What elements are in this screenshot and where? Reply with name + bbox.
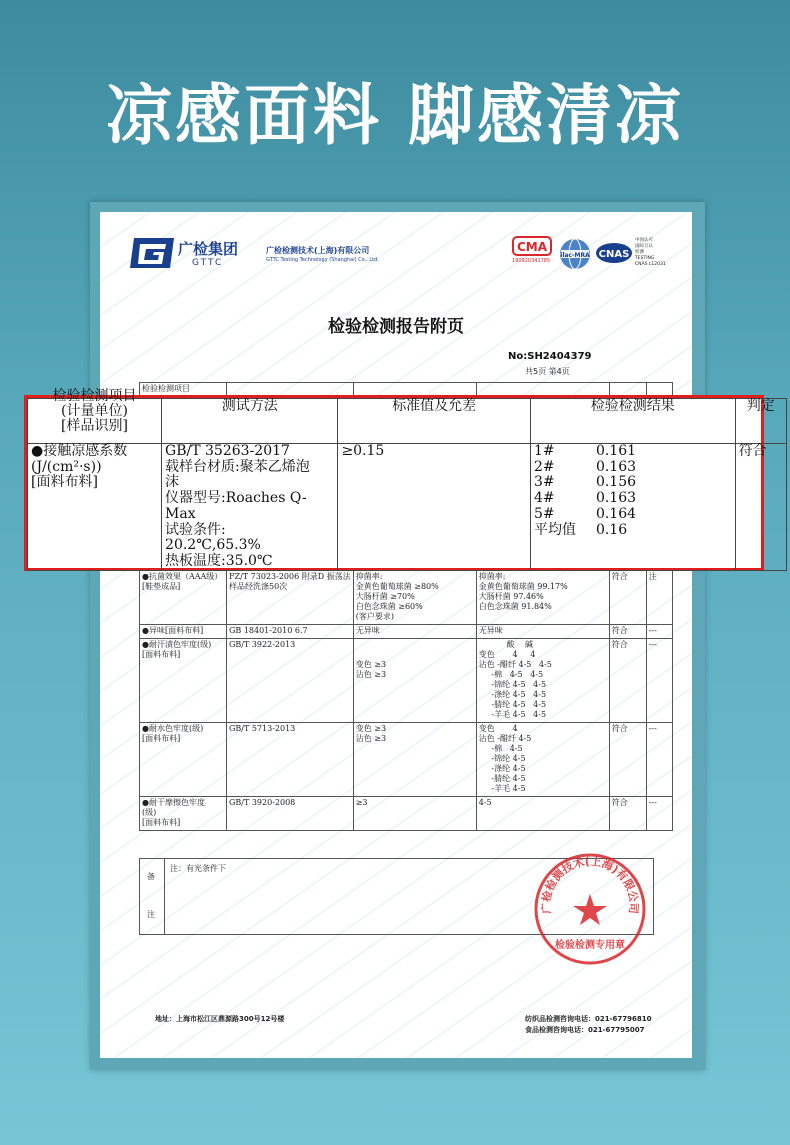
zoom-method-line: 20.2℃,65.3% <box>165 537 261 554</box>
table-row <box>140 639 673 723</box>
footer-address: 地址：上海市松江区鼎源路300号12号楼 <box>155 1015 285 1023</box>
cnas-line: 检测 <box>635 250 644 255</box>
cma-label: CMA <box>516 240 548 254</box>
doc-title: 检验检测报告附页 <box>328 317 464 337</box>
row-method: GB/T 3922-2013 <box>227 639 354 723</box>
row-method: GB 18401-2010 6.7 <box>227 625 354 639</box>
seal-ring-text: 广检检测技术(上海)有限公司 <box>539 854 641 915</box>
table-row <box>140 797 673 831</box>
result-row <box>534 460 724 476</box>
ilac-label: ilac-MRA <box>560 252 590 259</box>
page-info: 共5页 第4页 <box>525 367 570 376</box>
table-row <box>140 625 673 639</box>
ilac-globe-icon <box>558 237 592 271</box>
row-note: --- <box>646 723 672 797</box>
zoom-method-line: 热板温度:35.0℃ <box>165 552 273 569</box>
table-row <box>140 571 673 625</box>
headline: 凉感面料 脚感清凉 <box>106 77 684 154</box>
zoom-item-l2: (J/(cm²·s)) <box>31 458 102 475</box>
zoom-table <box>27 388 787 571</box>
row-note: --- <box>646 797 672 831</box>
company-english: GTTC Testing Technology (Shanghai) Co., Ltd. <box>266 257 379 263</box>
brand-sub: GTTC <box>192 258 224 268</box>
row-result: 变色 4 沾色 -醋纤 4-5 -棉 4-5 -锦纶 4-5 -涤纶 4-5 -腈纶 4-5 -羊毛 4-5 <box>476 723 609 797</box>
zoom-method <box>162 444 338 571</box>
official-seal-icon <box>533 852 647 966</box>
result-value: 0.161 <box>595 443 637 459</box>
result-label: 4# <box>533 490 555 507</box>
zoom-method-line: GB/T 35263-2017 <box>165 443 290 459</box>
result-label: 5# <box>533 505 555 522</box>
row-verdict: 符合 <box>609 723 646 797</box>
cnas-line: CNAS L12031 <box>635 262 666 267</box>
head-item-text: 检验检测项目 <box>142 384 190 393</box>
row-verdict: 符合 <box>609 797 646 831</box>
row-item: ●耐干摩擦色牢度 (级) [面料布料] <box>140 797 227 831</box>
zoom-head-verdict: 判定 <box>735 399 786 444</box>
zoom-head-item-l3: [样品识别] <box>61 418 128 434</box>
row-standard: 抑菌率: 金黄色葡萄球菌 ≥80% 大肠杆菌 ≥70% 白色念珠菌 ≥60% (客户要求) <box>353 571 476 625</box>
result-label: 3# <box>533 474 555 491</box>
zoom-head-standard: 标准值及允差 <box>338 399 531 444</box>
seal-bottom-text: 检验检测专用章 <box>555 940 625 951</box>
ilac-badge <box>558 237 592 273</box>
row-note: --- <box>646 625 672 639</box>
result-value: 0.163 <box>595 490 637 507</box>
row-standard: 无异味 <box>353 625 476 639</box>
row-standard: 变色 ≥3 沾色 ≥3 <box>353 639 476 723</box>
row-verdict: 符合 <box>609 625 646 639</box>
cma-mark-icon <box>512 236 552 256</box>
zoom-head-item <box>28 388 162 444</box>
result-label: 1# <box>533 443 555 459</box>
result-value: 0.163 <box>595 458 637 475</box>
zoom-item-l1: ●接触凉感系数 <box>31 443 128 459</box>
zoom-method-line: 试验条件: <box>165 521 226 538</box>
result-value: 0.164 <box>595 505 637 522</box>
zoom-head-method: 测试方法 <box>162 399 338 444</box>
zoom-item-l3: [面料布料] <box>31 474 98 491</box>
company-name: 广检检测技术(上海)有限公司 <box>266 246 370 255</box>
row-verdict: 符合 <box>609 571 646 625</box>
zoom-standard: ≥0.15 <box>338 444 531 571</box>
zoom-head-item-l1: 检验检测项目 <box>52 388 137 404</box>
cnas-line: 国际互认 <box>635 244 653 249</box>
result-row <box>534 491 724 507</box>
result-value: 0.16 <box>595 521 628 538</box>
result-row <box>534 475 724 491</box>
cnas-mark-icon <box>595 242 633 264</box>
row-note: --- <box>646 639 672 723</box>
zoom-header-row <box>28 399 787 444</box>
cnas-line: 中国认可 <box>635 238 653 243</box>
zoom-callout <box>24 388 775 571</box>
remarks-label-top: 备 <box>147 872 155 881</box>
remarks-label-bottom: 注 <box>147 910 155 919</box>
zoom-head-result: 检验检测结果 <box>530 399 735 444</box>
row-standard: ≥3 <box>353 797 476 831</box>
zoom-item <box>28 444 162 571</box>
row-verdict: 符合 <box>609 639 646 723</box>
row-result: 4-5 <box>476 797 609 831</box>
zoom-method-line: 载样台材质:聚苯乙烯泡 <box>165 458 310 475</box>
result-value: 0.156 <box>595 474 637 491</box>
remarks-text: 注：有光条件下 <box>170 864 226 873</box>
result-label: 2# <box>533 458 555 475</box>
row-method: GB/T 5713-2013 <box>227 723 354 797</box>
table-row <box>140 723 673 797</box>
gttc-logo-icon <box>128 236 176 270</box>
result-row <box>534 507 724 523</box>
footer-tel-food: 食品检测咨询电话：021-67795007 <box>525 1026 645 1034</box>
row-item: ●异味[面料布料] <box>140 625 227 639</box>
zoom-method-line: 沫 <box>165 474 180 491</box>
row-method: FZ/T 73023-2006 附录D 振荡法 样品经洗涤50次 <box>227 571 354 625</box>
cnas-badge <box>595 242 633 266</box>
row-standard: 变色 ≥3 沾色 ≥3 <box>353 723 476 797</box>
zoom-verdict: 符合 <box>735 444 786 571</box>
row-result: 酸 碱 变色 4 4 沾色 -醋纤 4-5 4-5 -棉 4-5 4-5 -锦纶 4-5 4-5 -涤纶 4-5 4-5 -腈纶 4-5 4-5 -羊毛 4-5 4-5 <box>476 639 609 723</box>
row-item: ●耐汗渍色牢度(级) [面料布料] <box>140 639 227 723</box>
cnas-text <box>635 238 666 268</box>
zoom-method-line: 仪器型号:Roaches Q- <box>165 490 307 507</box>
remarks-label <box>140 859 165 934</box>
cma-number: 190920341785 <box>512 258 551 264</box>
row-result: 抑菌率: 金黄色葡萄球菌 99.17% 大肠杆菌 97.46% 白色念珠菌 91.84% <box>476 571 609 625</box>
row-item: ●耐水色牢度(级) [面料布料] <box>140 723 227 797</box>
row-method: GB/T 3920-2008 <box>227 797 354 831</box>
cma-badge <box>512 236 552 264</box>
brand-name: 广检集团 <box>178 240 239 258</box>
row-result: 无异味 <box>476 625 609 639</box>
row-item: ●抗菌效果（AAA级）[鞋垫成品] <box>140 571 227 625</box>
footer-tel-textile: 纺织品检测咨询电话：021-67796810 <box>525 1015 652 1023</box>
zoom-method-line: Max <box>165 505 196 522</box>
result-label: 平均值 <box>533 521 576 538</box>
row-note: 注 <box>646 571 672 625</box>
zoom-results <box>530 444 735 571</box>
report-number: No:SH2404379 <box>508 351 592 362</box>
zoom-data-row <box>28 444 787 571</box>
zoom-head-item-l2: (计量单位) <box>61 403 128 419</box>
cnas-label: CNAS <box>598 249 630 260</box>
result-row <box>534 444 724 460</box>
result-row <box>534 523 724 539</box>
cnas-line: TESTING <box>635 256 655 261</box>
